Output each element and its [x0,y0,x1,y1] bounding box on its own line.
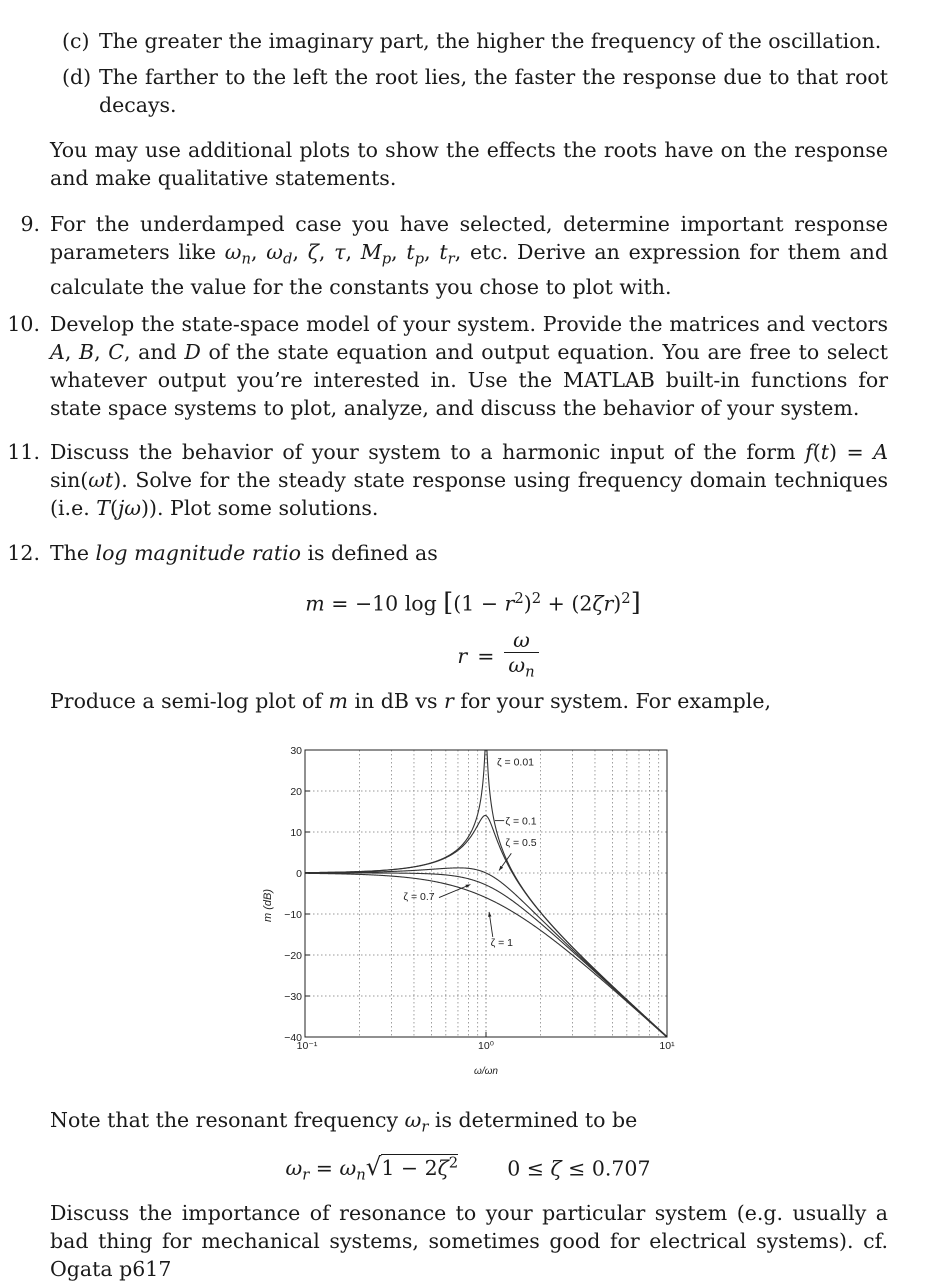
y-axis-label: m (dB) [262,889,274,922]
item-number: 12. [7,541,40,565]
item-text: The farther to the left the root lies, the faster the response due to that root decays. [99,65,888,117]
x-tick-label: 10⁰ [478,1040,494,1052]
pointer-zeta-0-7-head [465,884,470,887]
chart-curves [305,740,667,1037]
y-tick-label: 10 [290,827,302,839]
paragraph-semilog: Produce a semi-log plot of m in dB vs r for your system. For example, [50,689,771,713]
curve-zeta-0-01 [305,740,667,1037]
label-zeta-1: ζ = 1 [490,936,514,949]
paragraph-resonance-importance: Discuss the importance of resonance to your particular system (e.g. usually a bad thing for mechanical systems, sometimes good for electrical systems). cf. Ogata p617 [50,1201,888,1281]
item-text: Discuss the behavior of your system to a harmonic input of the form f(t) = A sin(ωt). Solve for the steady state response using frequency domain techniques (i.e. T(jω)). Plot some solutions. [50,440,888,520]
label-zeta-0-01: ζ = 0.01 [496,756,535,769]
y-tick-label: 30 [290,745,302,757]
y-tick-label: 0 [296,868,302,880]
equation-log-magnitude: m = −10 $\log [(1 - r^2)^2 + (2\zeta r)^2]$ [305,587,641,618]
item-marker: (d) [62,65,92,89]
item-text: The log magnitude ratio is defined as [50,541,438,565]
label-zeta-0-7: ζ = 0.7 [403,891,435,904]
y-tick-label: 20 [290,786,302,798]
label-zeta-0-5: ζ = 0.5 [505,836,537,849]
equation-frequency-ratio: r = $\frac{\omega}{\omega_n}$ [0,628,946,684]
pointer-zeta-1-head [488,912,491,917]
item-marker: (c) [62,29,90,53]
item-number: 9. [20,212,40,236]
item-text: For the underdamped case you have selected, determine important response parameters like $\omega_n$, $\omega_d$, ζ, τ, $M_p$, $t_p$, $t_r$, etc. Derive an expression for them and calculate the value for the constants you chose to plot with. [50,212,888,300]
item-text: The greater the imaginary part, the higher the frequency of the oscillation. [99,29,882,53]
item-number: 11. [7,440,40,464]
paragraph-resonant: Note that the resonant frequency $\omega_r$ is determined to be [50,1108,638,1136]
chart-ticks [284,745,675,1052]
pointer-zeta-0-5-head [499,866,503,871]
x-tick-label: 10⁻¹ [296,1040,318,1052]
x-axis-label: ω/ωn [474,1066,498,1075]
log-magnitude-chart [255,740,685,1075]
plot-frame [305,750,667,1037]
x-tick-label: 10¹ [659,1040,675,1052]
chart-grid [305,750,667,1037]
y-tick-label: −20 [284,950,302,962]
label-zeta-0-1: ζ = 0.1 [505,815,537,828]
paragraph-additional-plots: You may use additional plots to show the effects the roots have on the response and make qualitative statements. [50,138,888,190]
item-text: Develop the state-space model of your system. Provide the matrices and vectors A, B, C, and D of the state equation and output equation. You are free to select whatever output you’re interested in. Use the MATLAB built-in functions for state space systems to plot, analyze, and discuss the behavior of your system. [50,312,888,420]
chart-annotations [403,757,536,949]
y-tick-label: −30 [284,991,302,1003]
y-tick-label: −40 [284,1032,302,1044]
y-tick-label: −10 [284,909,302,921]
item-number: 10. [7,312,40,336]
equation-resonant-frequency: $\omega_r = \omega_n√1 - 2\zeta^2$ 0 ≤ ζ ≤ 0.707 [285,1152,651,1184]
